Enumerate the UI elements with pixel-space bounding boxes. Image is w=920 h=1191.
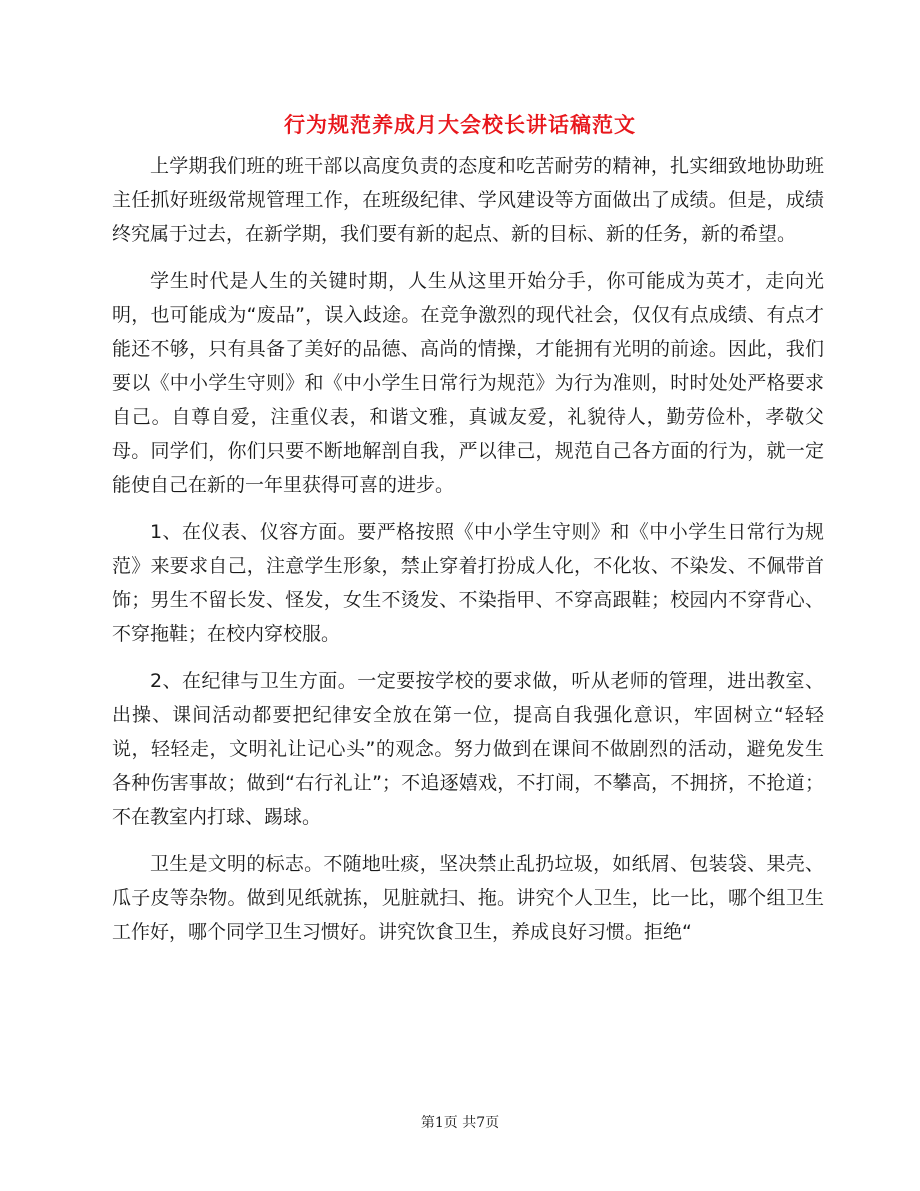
paragraph-4: 2、在纪律与卫生方面。一定要按学校的要求做，听从老师的管理，进出教室、出操、课间活动都要把纪律安全放在第一位，提高自我强化意识，牢固树立“轻轻说，轻轻走，文明礼让记心头”的观念。努力做到在课间不做剧烈的活动，避免发生各种伤害事故；做到“右行礼让”；不追逐嬉戏，不打闹，不攀高，不拥挤，不抢道；不在教室内打球、踢球。 [112, 670, 824, 828]
paragraph-2: 学生时代是人生的关键时期，人生从这里开始分手，你可能成为英才，走向光明，也可能成为“废品”，误入歧途。在竞争激烈的现代社会，仅仅有点成绩、有点才能还不够，只有具备了美好的品德、高尚的情操，才能拥有光明的前途。因此，我们要以《中小学生守则》和《中小学生日常行为规范》为行为准则，时时处处严格要求自己。自尊自爱，注重仪表，和谐文雅，真诚友爱，礼貌待人，勤劳俭朴，孝敬父母。同学们，你们只要不断地解剖自我，严以律己，规范自己各方面的行为，就一定能使自己在新的一年里获得可喜的进步。 [112, 270, 824, 496]
paragraph-3: 1、在仪表、仪容方面。要严格按照《中小学生守则》和《中小学生日常行为规范》来要求自己，注意学生形象，禁止穿着打扮成人化，不化妆、不染发、不佩带首饰；男生不留长发、怪发，女生不烫发、不染指甲、不穿高跟鞋；校园内不穿背心、不穿拖鞋；在校内穿校服。 [112, 521, 824, 645]
document-title: 行为规范养成月大会校长讲话稿范文 [284, 112, 636, 137]
paragraph-5: 卫生是文明的标志。不随地吐痰，坚决禁止乱扔垃圾，如纸屑、包装袋、果壳、瓜子皮等杂物。做到见纸就拣，见脏就扫、拖。讲究个人卫生，比一比，哪个组卫生工作好，哪个同学卫生习惯好。讲究饮食卫生，养成良好习惯。拒绝“ [112, 853, 824, 943]
document-body [112, 149, 824, 962]
paragraph-1: 上学期我们班的班干部以高度负责的态度和吃苦耐劳的精神，扎实细致地协助班主任抓好班级常规管理工作，在班级纪律、学风建设等方面做出了成绩。但是，成绩终究属于过去，在新学期，我们要有新的起点、新的目标、新的任务，新的希望。 [112, 155, 824, 245]
page-footer: 第1页 共7页 [420, 1115, 500, 1131]
